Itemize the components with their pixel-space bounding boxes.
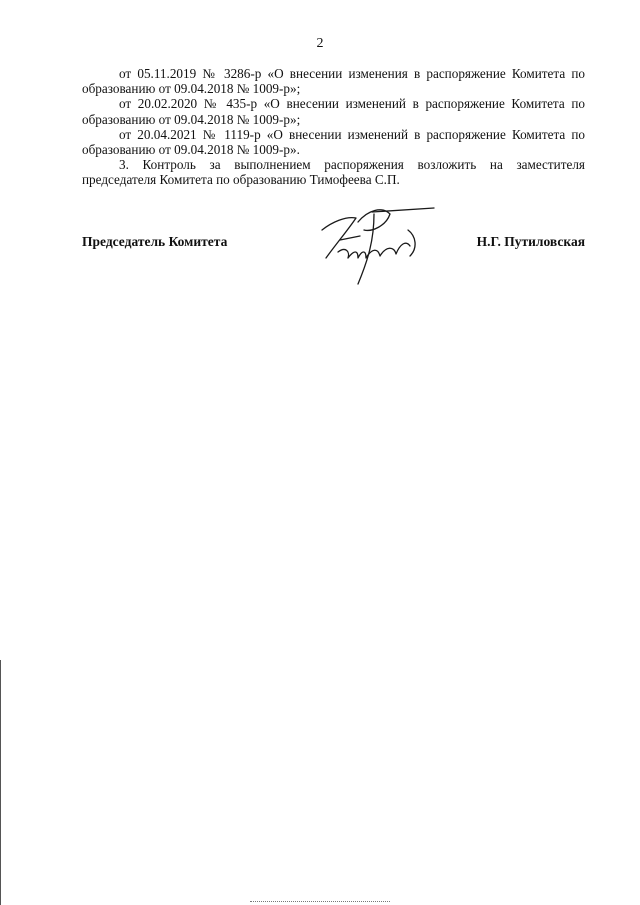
page-number: 2 [316, 36, 324, 51]
signature-block [82, 200, 585, 300]
paragraph-amendment-2: от 20.02.2020 № 435-р «О внесении изменений в распоряжение Комитета по образованию от 09.04.2018 № 1009-р»; [82, 96, 585, 127]
scan-edge-line [0, 660, 1, 905]
scan-artifact-dots [250, 901, 390, 903]
signer-name: Н.Г. Путиловская [476, 234, 585, 249]
handwritten-signature [312, 200, 442, 292]
document-body [82, 66, 585, 188]
signer-title: Председатель Комитета [82, 234, 228, 249]
paragraph-amendment-1: от 05.11.2019 № 3286-р «О внесении изменения в распоряжение Комитета по образованию от 09.04.2018 № 1009-р»; [82, 66, 585, 97]
paragraph-amendment-3: от 20.04.2021 № 1119-р «О внесении изменений в распоряжение Комитета по образованию от 09.04.2018 № 1009-р». [82, 126, 585, 158]
paragraph-control-clause: 3. Контроль за выполнением распоряжения возложить на заместителя председателя Комитета по образованию Тимофеева С.П. [82, 157, 585, 188]
